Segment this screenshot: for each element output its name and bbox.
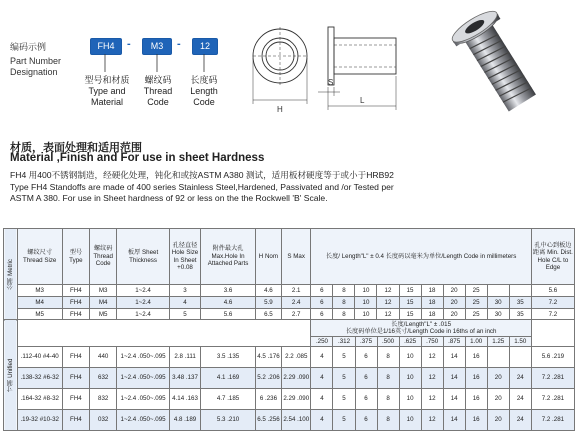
inch-col: .625 [399, 337, 421, 347]
cell-length: 30 [487, 297, 509, 309]
cell-length: 4 [311, 347, 333, 368]
caption-length-code [184, 75, 224, 108]
cell-h: 6.5 .256 [255, 410, 281, 431]
cell-s: 2.7 [282, 309, 311, 321]
cell-length: 24 [509, 389, 531, 410]
col-edge: 孔中心到板边距离 Min. Dist. Hole C/L to Edge [531, 229, 574, 285]
cell-length: 35 [509, 297, 531, 309]
cell-hole: 4 [169, 297, 200, 309]
caption-length-en-1: Length [190, 86, 218, 96]
col-length: 长度/ Length"L" ± 0.4 长度码以毫米为单位/Length Code in millimeters [311, 229, 531, 285]
cell-length: 20 [487, 389, 509, 410]
table-row [4, 297, 575, 309]
cell-max: 3.6 [201, 285, 256, 297]
cell-code: 832 [90, 389, 117, 410]
col-type: 型号 Type [62, 229, 89, 285]
cell-type: FH4 [62, 410, 89, 431]
thread-code-box: M3 [142, 38, 172, 55]
cell-h: 4.5 .176 [255, 347, 281, 368]
col-h-nom: H Nom [255, 229, 281, 285]
table-row [4, 347, 575, 368]
cell-hole: 3 [169, 285, 200, 297]
cell-length: 16 [465, 389, 487, 410]
cell-length [487, 285, 509, 297]
inch-col: .500 [377, 337, 399, 347]
cell-max: 4.1 .169 [201, 368, 256, 389]
dim-s-label: S [328, 78, 334, 87]
separator-dash: - [177, 38, 181, 50]
cell-s: 2.29 .090 [282, 389, 311, 410]
caption-length-en-2: Code [193, 97, 215, 107]
cell-s: 2.2 .085 [282, 347, 311, 368]
cell-length: 6 [311, 297, 333, 309]
cell-length: 5 [333, 347, 355, 368]
cell-type: FH4 [62, 347, 89, 368]
description-cn: FH4 用400不锈钢制造，经硬化处理，钝化和或按ASTM A380 测试，适用板材硬度等于或小于HRB92 [10, 170, 394, 180]
technical-drawing [248, 12, 408, 122]
cell-length [487, 347, 509, 368]
cell-length: 6 [355, 368, 377, 389]
cell-code: M4 [90, 297, 117, 309]
caption-thread-code [138, 75, 178, 108]
col-thread-size: 螺纹尺寸 Thread Size [17, 229, 62, 285]
cell-length: 8 [377, 389, 399, 410]
cell-sheet: 1~2.4 .050~.095 [117, 410, 169, 431]
cell-edge: 7.2 [531, 309, 574, 321]
designation-label-cn: 编码示例 [10, 42, 47, 52]
cell-h: 6.5 [255, 309, 281, 321]
cell-edge: 7.2 .281 [531, 368, 574, 389]
cell-length: 8 [333, 285, 355, 297]
cell-code: 440 [90, 347, 117, 368]
cell-sheet: 1~2.4 .050~.095 [117, 389, 169, 410]
description-en-2: ASTM A 380. For use in Sheet hardness of 92 or less on the the Rockwell 'B' Scale. [10, 193, 328, 203]
cell-length: 5 [333, 368, 355, 389]
cell-length: 4 [311, 410, 333, 431]
section-description [10, 170, 575, 205]
inch-col: .312 [333, 337, 355, 347]
cell-length: 25 [465, 309, 487, 321]
description-en-1: Type FH4 Standoffs are made of 400 series Stainless Steel,Hardened, Passivated and /or Tested per [10, 181, 394, 192]
designation-label [10, 42, 61, 78]
cell-length: 6 [311, 285, 333, 297]
cell-edge: 7.2 .281 [531, 389, 574, 410]
caption-type-en-2: Material [90, 97, 123, 107]
caption-thread-cn: 螺纹码 [144, 75, 172, 85]
cell-hole: 3.48 .137 [169, 368, 200, 389]
cell-length: 8 [377, 368, 399, 389]
cell-sheet: 1~2.4 [117, 297, 169, 309]
cell-max: 4.6 [201, 297, 256, 309]
cell-h: 4.6 [255, 285, 281, 297]
table-row [4, 389, 575, 410]
separator-dash: - [127, 38, 131, 50]
cell-length: 6 [355, 410, 377, 431]
cell-length: 14 [443, 410, 465, 431]
cell-s: 2.54 .100 [282, 410, 311, 431]
cell-code: 632 [90, 368, 117, 389]
cell-max: 5.3 .210 [201, 410, 256, 431]
unified-length-header [311, 320, 531, 337]
cell-length: 10 [355, 297, 377, 309]
cell-length: 14 [443, 368, 465, 389]
cell-h: 5.9 [255, 297, 281, 309]
cell-s: 2.1 [282, 285, 311, 297]
cell-length: 12 [421, 410, 443, 431]
cell-hole: 5 [169, 309, 200, 321]
cell-edge: 7.2 .281 [531, 410, 574, 431]
cell-length [509, 347, 531, 368]
length-code-box: 12 [192, 38, 218, 55]
metric-header-row [4, 229, 575, 285]
cell-size: M3 [17, 285, 62, 297]
cell-h: 6 .236 [255, 389, 281, 410]
cell-length: 24 [509, 410, 531, 431]
table-row [4, 285, 575, 297]
cell-length: 12 [377, 309, 399, 321]
inch-col: 1.50 [509, 337, 531, 347]
section-title-en: Material ,Finish and For use in sheet Hardness [10, 152, 265, 164]
inch-col: 1.25 [487, 337, 509, 347]
col-sheet-thickness: 板厚 Sheet Thickness [117, 229, 169, 285]
cell-edge: 7.2 [531, 297, 574, 309]
table-row [4, 410, 575, 431]
unified-table [3, 319, 575, 431]
caption-thread-en-1: Thread [143, 86, 173, 96]
cell-length: 10 [399, 410, 421, 431]
designation-label-en-2: Designation [10, 67, 58, 77]
inch-col: .375 [355, 337, 377, 347]
table-row [4, 368, 575, 389]
cell-length: 4 [311, 368, 333, 389]
section-title-cn: 材质，表面处理和适用范围 [10, 142, 142, 154]
cell-length: 25 [465, 285, 487, 297]
col-s-max: S Max [282, 229, 311, 285]
cell-h: 5.2 .206 [255, 368, 281, 389]
cell-length: 10 [399, 389, 421, 410]
cell-length: 20 [443, 297, 465, 309]
caption-type-material [80, 75, 134, 108]
metric-table [3, 228, 575, 321]
end-view [253, 27, 307, 104]
cell-code: 032 [90, 410, 117, 431]
caption-length-cn: 长度码 [190, 75, 218, 85]
cell-length: 5 [333, 410, 355, 431]
cell-sheet: 1~2.4 .050~.095 [117, 347, 169, 368]
cell-length: 8 [333, 297, 355, 309]
side-view [318, 27, 396, 110]
type-code-box: FH4 [90, 38, 122, 55]
cell-length: 20 [487, 410, 509, 431]
cell-size: .138-32 #6-32 [17, 368, 62, 389]
cell-length: 6 [311, 309, 333, 321]
cell-length: 16 [465, 347, 487, 368]
cell-code: M3 [90, 285, 117, 297]
cell-length: 20 [487, 368, 509, 389]
cell-size: .112-40 #4-40 [17, 347, 62, 368]
cell-length: 14 [443, 389, 465, 410]
cell-type: FH4 [62, 285, 89, 297]
cell-length: 12 [421, 368, 443, 389]
dim-h-label: H [277, 105, 283, 114]
cell-length: 15 [399, 285, 421, 297]
cell-size: .19-32 #10-32 [17, 410, 62, 431]
cell-type: FH4 [62, 389, 89, 410]
cell-length: 8 [377, 410, 399, 431]
unified-edge-blank [531, 320, 574, 347]
inch-col: .250 [311, 337, 333, 347]
cell-length: 15 [399, 309, 421, 321]
cell-max: 4.7 .185 [201, 389, 256, 410]
cell-length: 18 [421, 297, 443, 309]
cell-length: 20 [443, 285, 465, 297]
cell-length: 20 [443, 309, 465, 321]
cell-hole: 4.14 .163 [169, 389, 200, 410]
dim-l-label: L [360, 96, 365, 105]
cell-type: FH4 [62, 368, 89, 389]
cell-length: 12 [421, 347, 443, 368]
cell-length: 24 [509, 368, 531, 389]
cell-length: 35 [509, 309, 531, 321]
standoff-photo [420, 0, 578, 128]
cell-edge: 5.6 [531, 285, 574, 297]
unified-header-blank [17, 320, 311, 347]
cell-hole: 2.8 .111 [169, 347, 200, 368]
col-thread-code: 螺纹码 Thread Code [90, 229, 117, 285]
unified-header-row [4, 320, 575, 337]
designation-label-en-1: Part Number [10, 56, 62, 66]
cell-sheet: 1~2.4 [117, 309, 169, 321]
caption-type-en-1: Type and [88, 86, 126, 96]
inch-col: 1.00 [465, 337, 487, 347]
designation-connectors [85, 54, 225, 76]
cell-sheet: 1~2.4 .050~.095 [117, 368, 169, 389]
cell-size: .164-32 #8-32 [17, 389, 62, 410]
cell-length: 10 [399, 368, 421, 389]
inch-col: .750 [421, 337, 443, 347]
cell-type: FH4 [62, 309, 89, 321]
cell-length: 30 [487, 309, 509, 321]
cell-length: 8 [377, 347, 399, 368]
unified-side-label: 寸制 Unified [4, 320, 18, 431]
cell-length: 25 [465, 297, 487, 309]
cell-max: 5.6 [201, 309, 256, 321]
cell-type: FH4 [62, 297, 89, 309]
cell-length: 5 [333, 389, 355, 410]
cell-max: 3.5 .135 [201, 347, 256, 368]
caption-type-cn: 型号和材质 [84, 75, 130, 85]
cell-length: 18 [421, 285, 443, 297]
cell-length: 10 [355, 309, 377, 321]
cell-length: 6 [355, 389, 377, 410]
col-max-hole: 附件最大孔 Max.Hole In Attached Parts [201, 229, 256, 285]
unified-length-header-1: 长度/Length"L" ± .015 [391, 320, 452, 328]
cell-length [509, 285, 531, 297]
cell-s: 2.29 .090 [282, 368, 311, 389]
cell-length: 12 [377, 297, 399, 309]
inch-col: .875 [443, 337, 465, 347]
cell-code: M5 [90, 309, 117, 321]
cell-length: 6 [355, 347, 377, 368]
metric-side-label: 公制 Metric [4, 229, 18, 321]
cell-length: 16 [465, 410, 487, 431]
cell-size: M4 [17, 297, 62, 309]
cell-s: 2.4 [282, 297, 311, 309]
cell-length: 16 [465, 368, 487, 389]
cell-length: 8 [333, 309, 355, 321]
cell-length: 10 [355, 285, 377, 297]
cell-sheet: 1~2.4 [117, 285, 169, 297]
cell-length: 14 [443, 347, 465, 368]
unified-length-header-2: 长度码单位是1/16英寸/Length Code in 16ths of an inch [345, 328, 497, 335]
col-hole-size: 孔径直径 Hole Size In Sheet +0.08 [169, 229, 200, 285]
cell-size: M5 [17, 309, 62, 321]
cell-length: 18 [421, 309, 443, 321]
caption-thread-en-2: Code [147, 97, 169, 107]
cell-length: 12 [377, 285, 399, 297]
cell-length: 15 [399, 297, 421, 309]
cell-edge: 5.6 .219 [531, 347, 574, 368]
cell-length: 12 [421, 389, 443, 410]
cell-length: 4 [311, 389, 333, 410]
cell-length: 10 [399, 347, 421, 368]
cell-hole: 4.8 .189 [169, 410, 200, 431]
